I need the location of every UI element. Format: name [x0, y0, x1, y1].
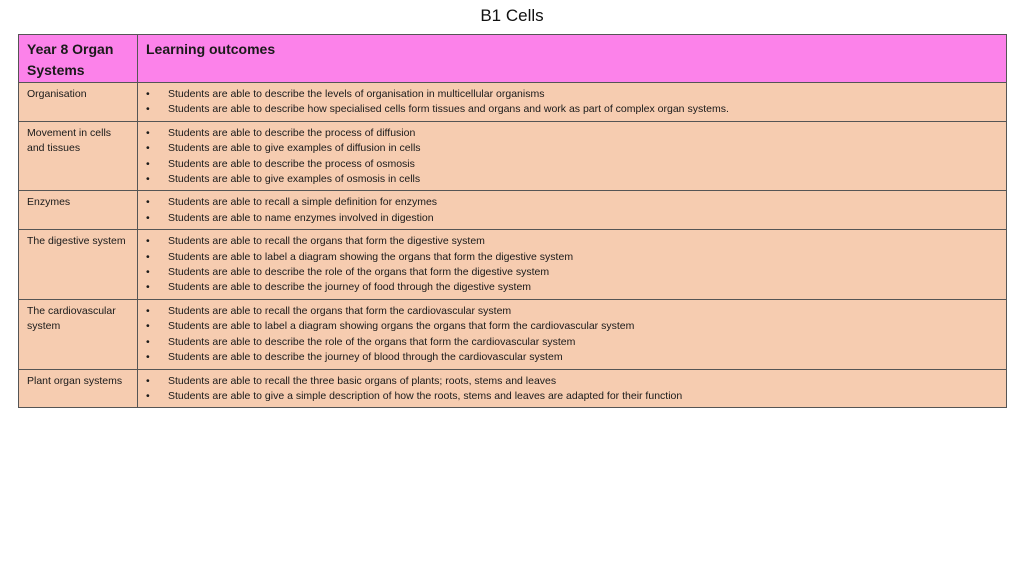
header-outcomes: Learning outcomes	[138, 35, 1007, 83]
row-topic: The cardiovascular system	[27, 304, 116, 333]
table-row	[19, 230, 1007, 300]
table-row	[19, 121, 1007, 191]
outcome-item: • Students are able to describe the journey of food through the digestive system	[144, 280, 999, 295]
table-row	[19, 83, 1007, 122]
learning-outcomes-table	[18, 34, 1007, 408]
row-topic-cell	[19, 121, 138, 191]
row-outcomes-cell	[138, 299, 1007, 369]
row-topic-cell	[19, 369, 138, 408]
row-outcomes-cell	[138, 230, 1007, 300]
row-topic: The digestive system	[27, 235, 126, 248]
outcome-list	[144, 304, 999, 366]
outcome-item: • Students are able to label a diagram showing the organs that form the digestive system	[144, 250, 999, 265]
outcome-item: • Students are able to give examples of diffusion in cells	[144, 141, 999, 156]
outcome-item: • Students are able to label a diagram showing organs the organs that form the cardiovascular system	[144, 319, 999, 334]
table-row	[19, 299, 1007, 369]
outcome-list	[144, 374, 999, 405]
outcome-item: • Students are able to recall the organs that form the digestive system	[144, 234, 999, 249]
header-topic: Year 8 Organ Systems	[19, 35, 138, 83]
table-body	[19, 83, 1007, 408]
row-topic: Enzymes	[27, 196, 71, 209]
outcome-item: • Students are able to give a simple description of how the roots, stems and leaves are adapted for their function	[144, 389, 999, 404]
row-topic-cell	[19, 191, 138, 230]
slide-title: B1 Cells	[480, 6, 544, 25]
outcome-item: • Students are able to describe the process of osmosis	[144, 157, 999, 172]
row-outcomes-cell	[138, 369, 1007, 408]
outcome-item: • Students are able to describe the journey of blood through the cardiovascular system	[144, 350, 999, 365]
row-outcomes-cell	[138, 83, 1007, 122]
row-outcomes-cell	[138, 191, 1007, 230]
outcome-list	[144, 234, 999, 296]
outcome-item: • Students are able to describe the levels of organisation in multicellular organisms	[144, 87, 999, 102]
outcome-item: • Students are able to recall a simple definition for enzymes	[144, 195, 999, 210]
row-topic-cell	[19, 299, 138, 369]
outcome-item: • Students are able to recall the organs that form the cardiovascular system	[144, 304, 999, 319]
table-header-row	[19, 35, 1007, 83]
row-topic-cell	[19, 230, 138, 300]
row-topic-cell	[19, 83, 138, 122]
row-topic: Plant organ systems	[27, 374, 123, 387]
outcome-item: • Students are able to give examples of osmosis in cells	[144, 172, 999, 187]
row-topic: Organisation	[27, 88, 87, 100]
row-outcomes-cell	[138, 121, 1007, 191]
table-row	[19, 369, 1007, 408]
row-topic: Movement in cells and tissues	[27, 126, 112, 155]
outcome-list	[144, 87, 999, 118]
outcome-item: • Students are able to name enzymes involved in digestion	[144, 211, 999, 226]
outcome-item: • Students are able to describe how specialised cells form tissues and organs and work as part of complex organ systems.	[144, 102, 999, 117]
outcome-list	[144, 126, 999, 188]
outcome-item: • Students are able to describe the role of the organs that form the digestive system	[144, 265, 999, 280]
outcome-list	[144, 195, 999, 226]
outcome-item: • Students are able to describe the process of diffusion	[144, 126, 999, 141]
outcome-item: • Students are able to recall the three basic organs of plants; roots, stems and leaves	[144, 374, 999, 389]
outcome-item: • Students are able to describe the role of the organs that form the cardiovascular system	[144, 335, 999, 350]
table-row	[19, 191, 1007, 230]
